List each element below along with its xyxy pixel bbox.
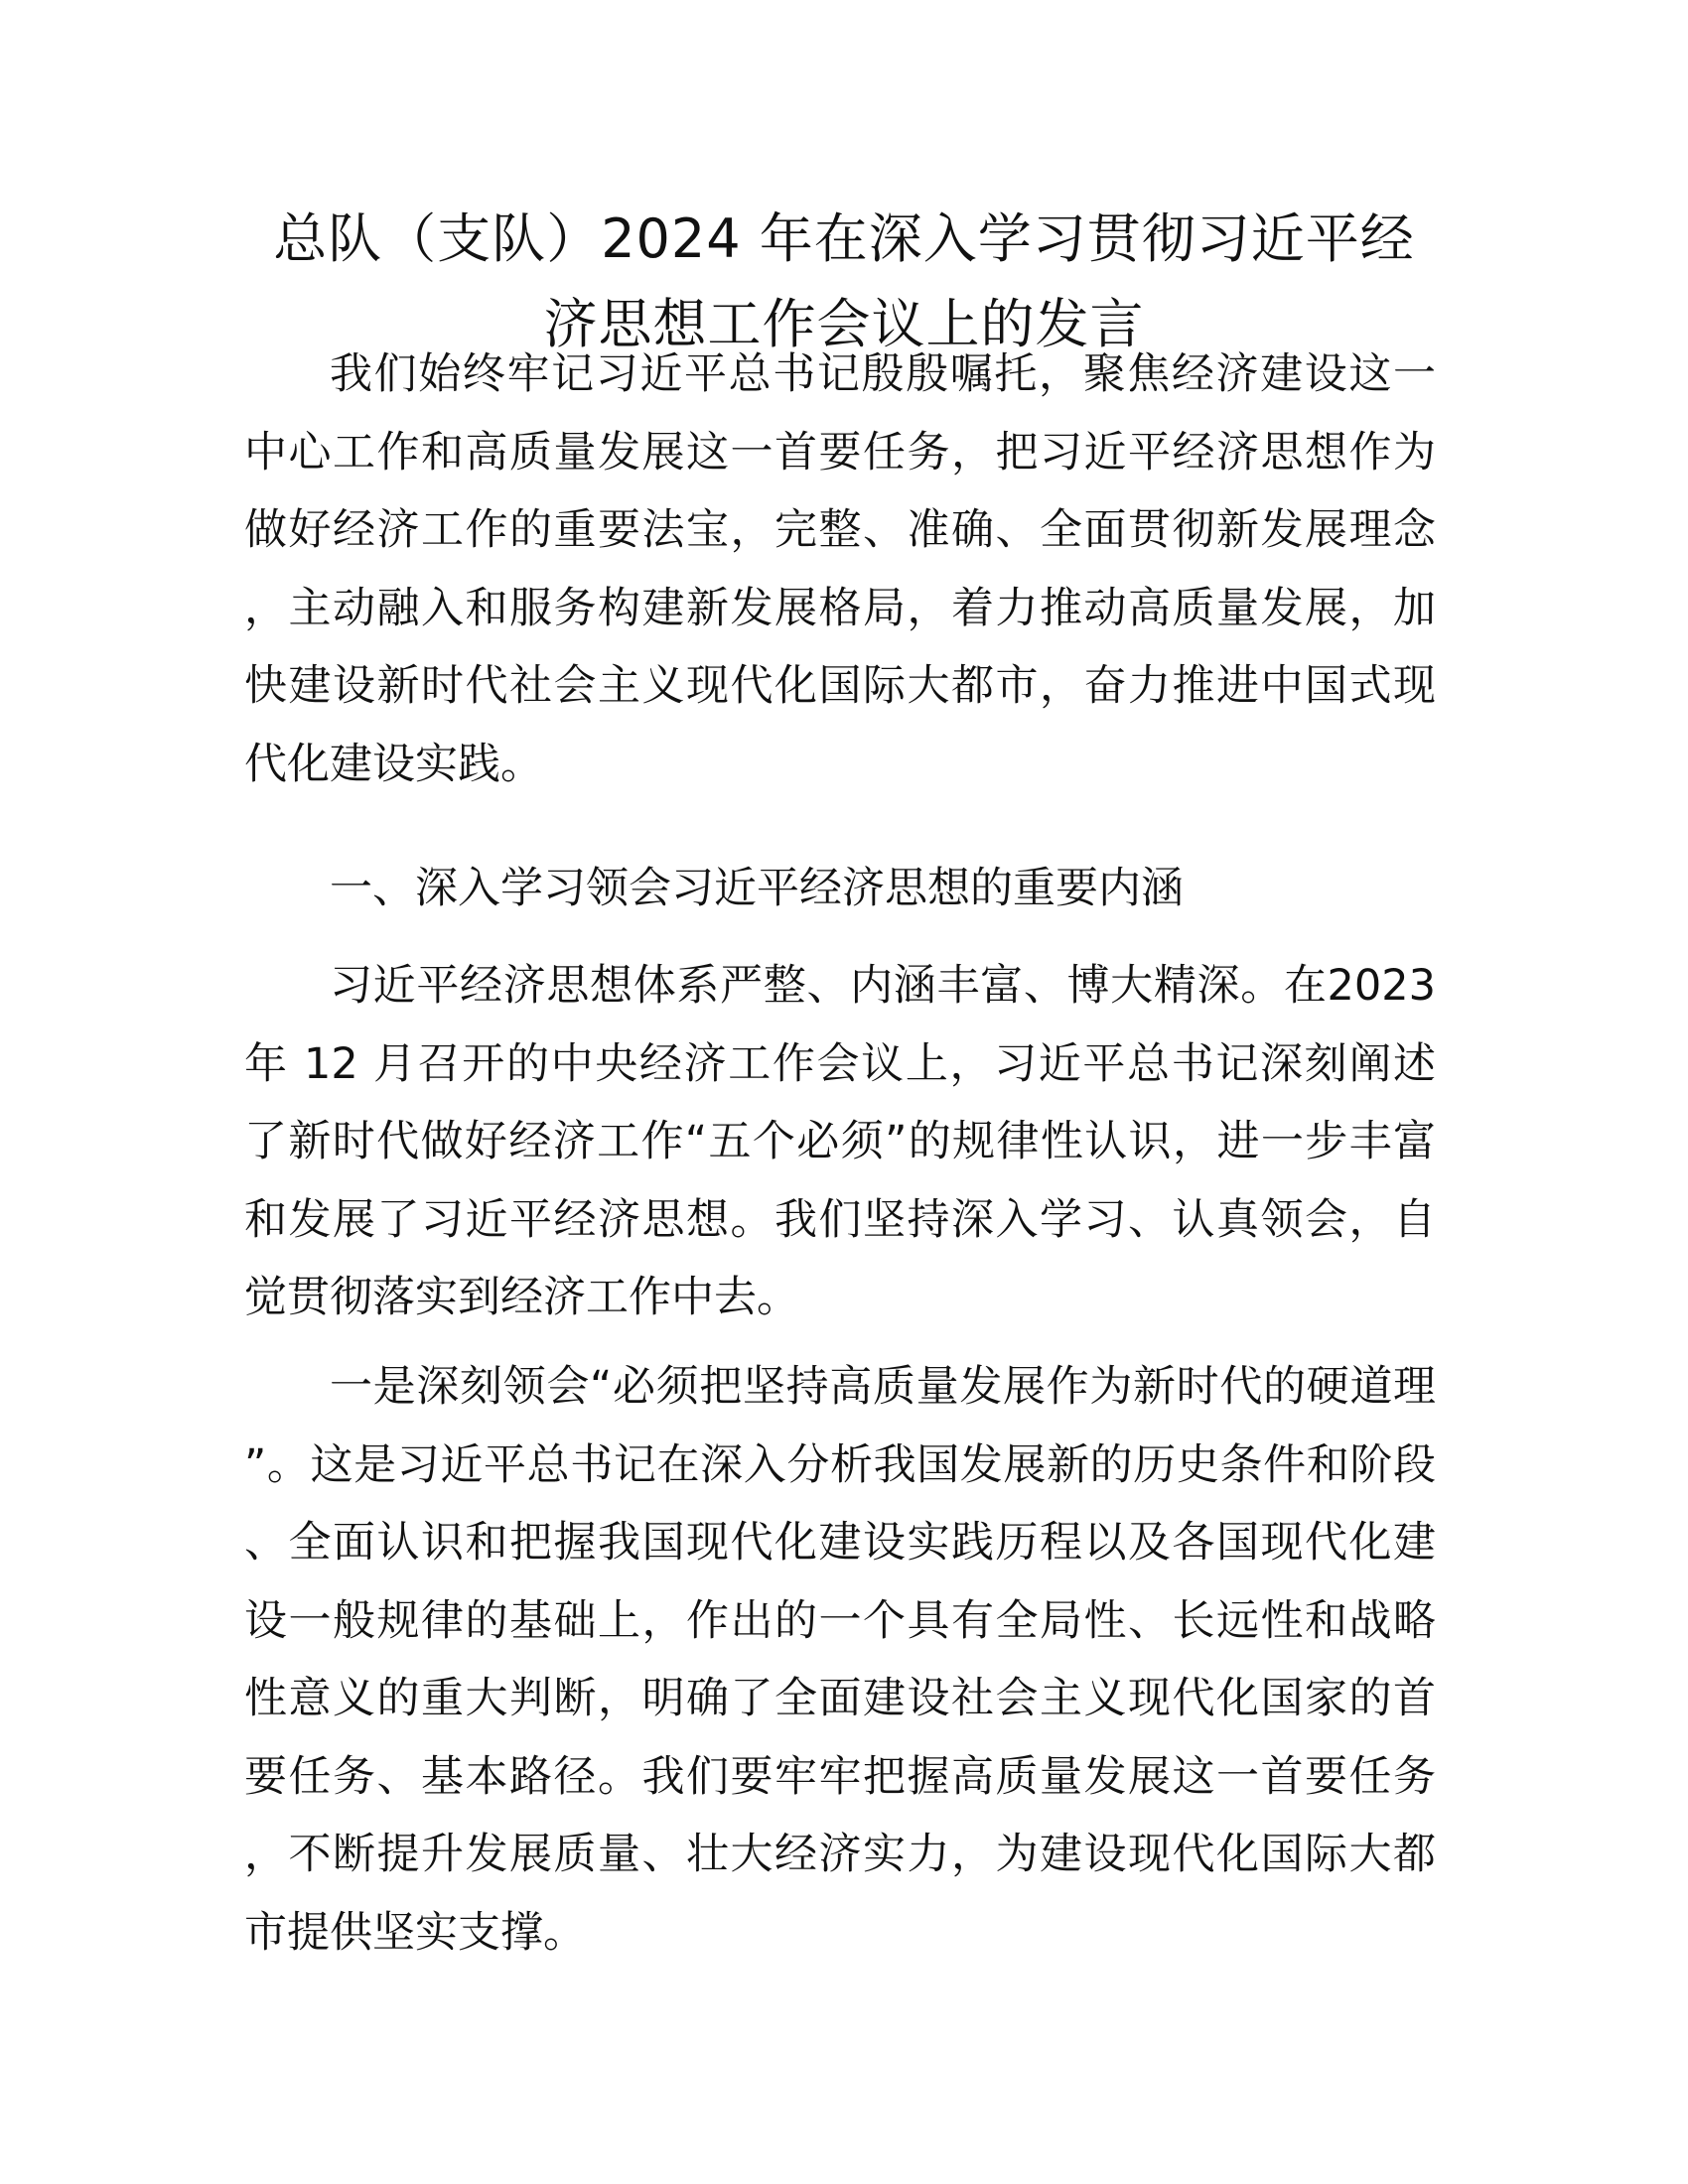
- intro-paragraph: 我们始终牢记习近平总书记殷殷嘱托，聚焦经济建设这一中心工作和高质量发展这一首要任务，把习近平经济思想作为做好经济工作的重要法宝，完整、准确、全面贯彻新发展理念，主动融入和服务构建新发展格局，着力推动高质量发展，加快建设新时代社会主义现代化国际大都市，奋力推进中国式现代化建设实践。: [244, 349, 1436, 789]
- section-heading-1: 一、深入学习领会习近平经济思想的重要内涵: [330, 864, 1184, 913]
- section-1-paragraph-1: 习近平经济思想体系严整、内涵丰富、博大精深。在2023 年 12 月召开的中央经济工作会议上，习近平总书记深刻阐述了新时代做好经济工作“五个必须”的规律性认识，进一步丰富和发展了习近平经济思想。我们坚持深入学习、认真领会，自觉贯彻落实到经济工作中去。: [244, 961, 1436, 1322]
- title-line-2: 济思想工作会议上的发言: [543, 293, 1145, 355]
- section-1-paragraph-2: 一是深刻领会“必须把坚持高质量发展作为新时代的硬道理”。这是习近平总书记在深入分析我国发展新的历史条件和阶段、全面认识和把握我国现代化建设实践历程以及各国现代化建设一般规律的基础上，作出的一个具有全局性、长远性和战略性意义的重大判断，明确了全面建设社会主义现代化国家的首要任务、基本路径。我们要牢牢把握高质量发展这一首要任务，不断提升发展质量、壮大经济实力，为建设现代化国际大都市提供坚实支撑。: [244, 1362, 1436, 1958]
- title-line-1: 总队（支队）2024 年在深入学习贯彻习近平经: [273, 207, 1415, 270]
